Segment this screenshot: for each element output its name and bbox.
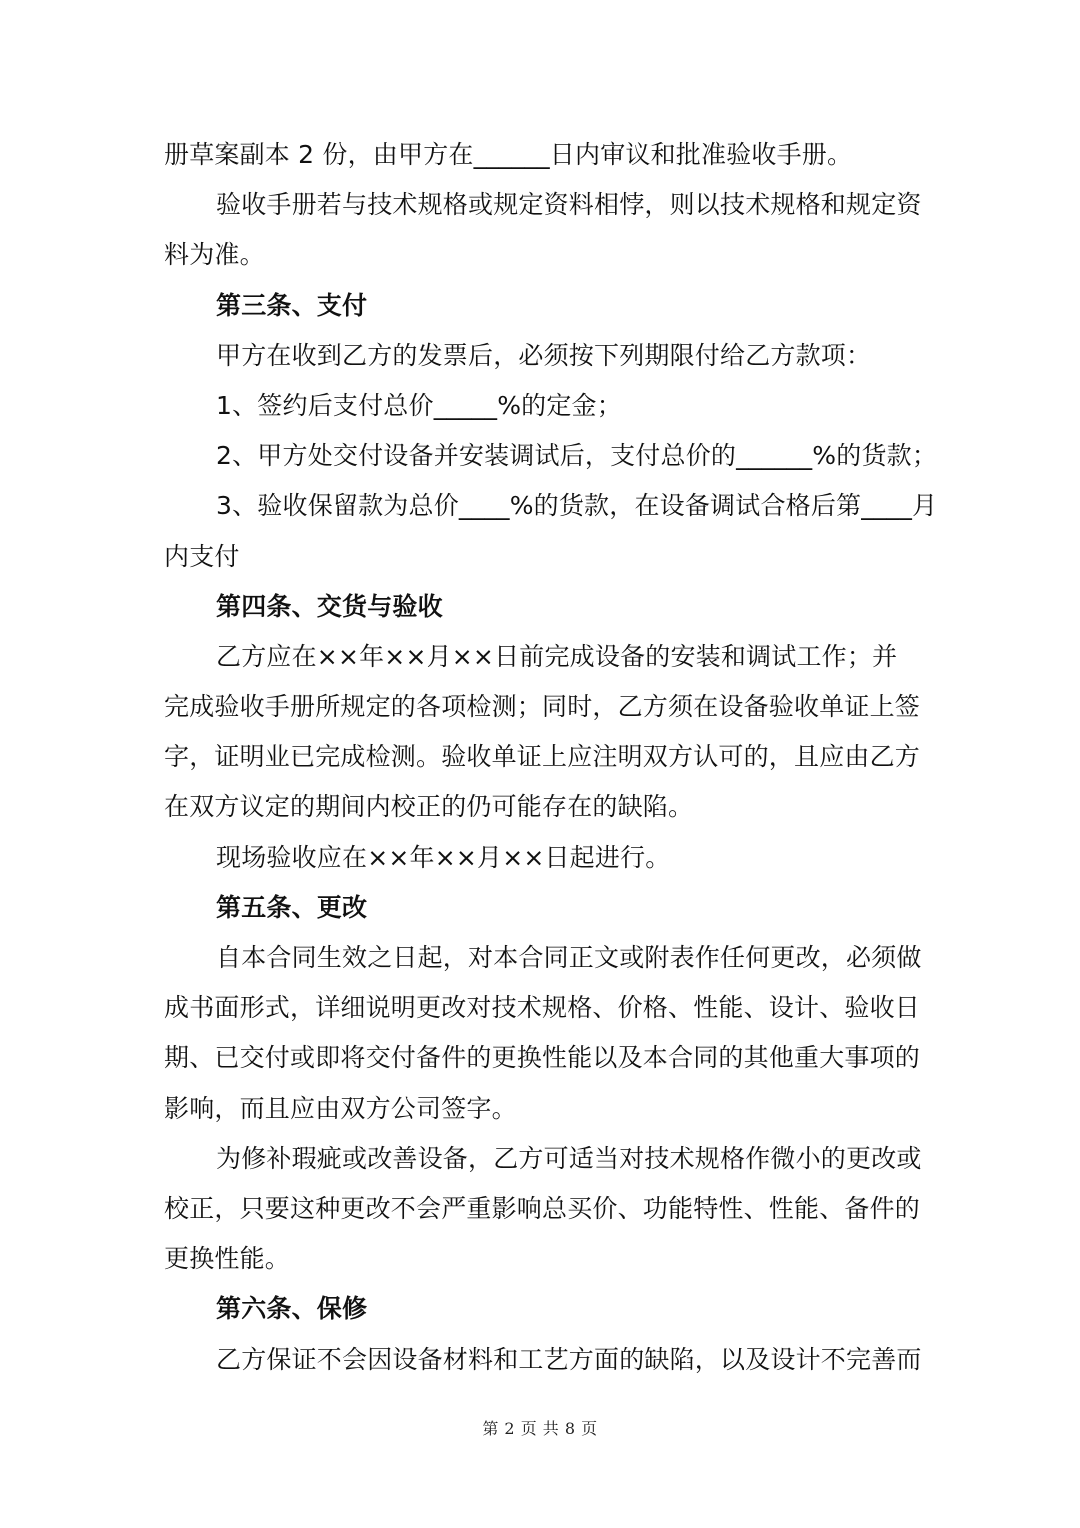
section-heading-changes: 第五条、更改: [216, 892, 368, 922]
text-line: 完成验收手册所规定的各项检测；同时，乙方须在设备验收单证上签: [164, 692, 921, 722]
text-line: 料为准。: [164, 240, 265, 270]
paragraph-line: 验收手册若与技术规格或规定资料相悖，则以技术规格和规定资: [216, 190, 922, 220]
paragraph-line: 甲方在收到乙方的发票后，必须按下列期限付给乙方款项：: [216, 340, 872, 370]
text-line: 期、已交付或即将交付备件的更换性能以及本合同的其他重大事项的: [164, 1043, 921, 1073]
paragraph-line: 自本合同生效之日起，对本合同正文或附表作任何更改，必须做: [216, 943, 922, 972]
document-body: [164, 130, 938, 1385]
page-number-footer: 第 2 页 共 8 页: [482, 1419, 598, 1438]
paragraph-line: 乙方应在××年××月××日前完成设备的安装和调试工作；并: [216, 641, 898, 671]
section-heading-warranty: 第六条、保修: [216, 1294, 368, 1324]
list-item: 2、甲方处交付设备并安装调试后，支付总价的______%的货款；: [216, 441, 938, 471]
text-line: 册草案副本 2 份，由甲方在______日内审议和批准验收手册。: [164, 140, 853, 169]
text-line: 在双方议定的期间内校正的仍可能存在的缺陷。: [164, 792, 694, 822]
text-line: 内支付: [164, 541, 240, 571]
text-line: 字，证明业已完成检测。验收单证上应注明双方认可的，且应由乙方: [164, 742, 921, 772]
section-heading-payment: 第三条、支付: [216, 290, 368, 320]
paragraph-line: 为修补瑕疵或改善设备，乙方可适当对技术规格作微小的更改或: [216, 1143, 922, 1173]
text-line: 影响，而且应由双方公司签字。: [164, 1093, 517, 1123]
paragraph-line: 现场验收应在××年××月××日起进行。: [216, 842, 671, 872]
list-item: 3、验收保留款为总价____%的货款，在设备调试合格后第____月: [216, 491, 938, 521]
text-line: 成书面形式，详细说明更改对技术规格、价格、性能、设计、验收日: [164, 993, 921, 1023]
section-heading-delivery: 第四条、交货与验收: [216, 591, 443, 621]
text-line: 校正，只要这种更改不会严重影响总买价、功能特性、性能、备件的: [164, 1193, 921, 1223]
paragraph-line: 乙方保证不会因设备材料和工艺方面的缺陷，以及设计不完善而: [216, 1344, 922, 1374]
list-item: 1、签约后支付总价_____%的定金；: [216, 390, 622, 420]
text-line: 更换性能。: [164, 1244, 291, 1274]
